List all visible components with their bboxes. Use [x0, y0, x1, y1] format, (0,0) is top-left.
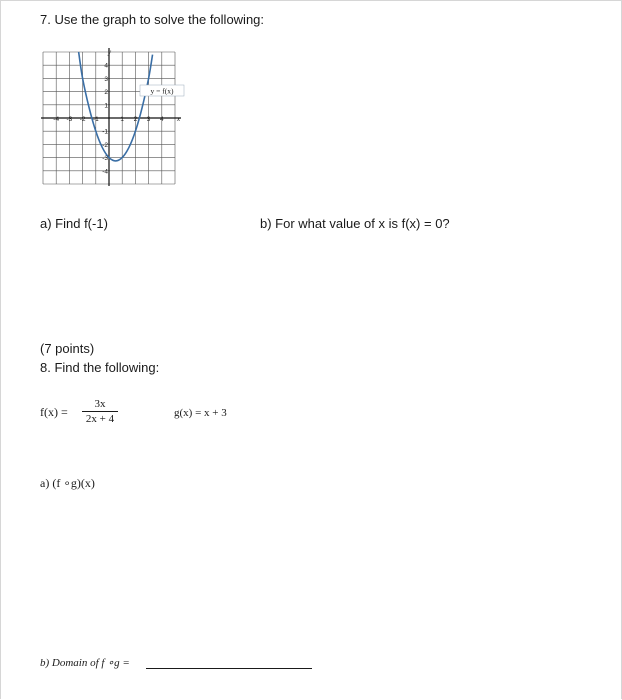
- x-tick-label: 4: [159, 116, 164, 123]
- x-tick-label: 1: [120, 116, 125, 123]
- question-8-title: 8. Find the following:: [40, 360, 160, 375]
- y-tick-label: -2: [102, 141, 108, 149]
- g-definition: g(x) = x + 3: [174, 407, 227, 419]
- question-7-part-b: b) For what value of x is f(x) = 0?: [260, 216, 450, 231]
- f-definition-lhs: f(x) =: [40, 405, 68, 419]
- function-graph: [40, 48, 190, 190]
- f-fraction: [82, 398, 118, 425]
- question-8-part-a: a) (f ∘g)(x): [40, 476, 95, 490]
- x-tick-label: -4: [53, 116, 60, 123]
- y-tick-label: 4: [104, 62, 108, 70]
- x-tick-label: 2: [133, 116, 138, 123]
- y-tick-label: -3: [102, 155, 108, 163]
- curve-label: y = f(x): [150, 86, 174, 96]
- points-label: (7 points): [40, 341, 95, 356]
- x-tick-label: -1: [92, 116, 99, 123]
- y-axis-label: y: [108, 48, 112, 56]
- y-tick-label: 3: [104, 75, 108, 83]
- x-tick-label: -3: [66, 116, 73, 123]
- f-numerator: 3x: [82, 398, 118, 412]
- x-tick-label: 3: [146, 116, 151, 123]
- y-tick-label: -1: [102, 128, 108, 136]
- y-tick-label: 2: [104, 89, 108, 97]
- question-8-part-b: b) Domain of f ∘g =: [40, 657, 130, 669]
- question-7-part-a: a) Find f(-1): [40, 216, 108, 231]
- y-tick-label: 1: [104, 102, 108, 110]
- question-7-title: 7. Use the graph to solve the following:: [40, 12, 265, 27]
- y-tick-label: -4: [102, 168, 108, 176]
- f-denominator: 2x + 4: [85, 413, 115, 425]
- x-tick-label: -2: [79, 116, 86, 123]
- answer-blank-line[interactable]: [146, 668, 312, 669]
- x-axis-label: x: [177, 115, 181, 123]
